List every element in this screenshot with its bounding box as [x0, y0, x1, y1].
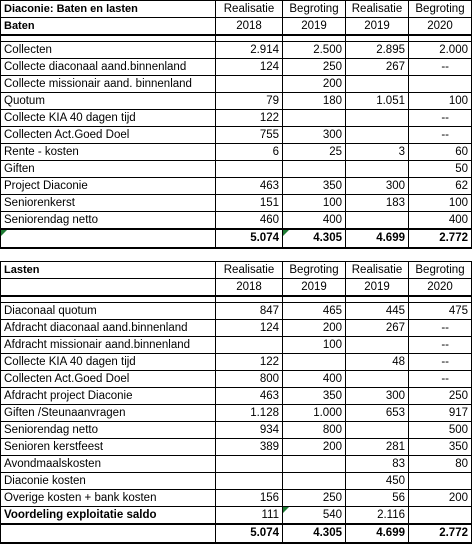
cell[interactable] — [216, 76, 283, 93]
table-row — [1, 490, 472, 507]
cell[interactable] — [409, 76, 472, 93]
total-cell[interactable]: 5.074 — [216, 524, 283, 543]
total-cell[interactable] — [283, 229, 346, 248]
cell[interactable]: 300 — [283, 127, 346, 144]
col-year[interactable]: 2020 — [409, 279, 472, 297]
row-label[interactable]: Afdracht diaconaal aand.binnenland — [1, 320, 216, 337]
table-row — [1, 473, 472, 490]
baten-header-row-2 — [1, 18, 472, 36]
cell[interactable]: 122 — [216, 354, 283, 371]
row-label[interactable]: Seniorendag netto — [1, 422, 216, 439]
row-label[interactable]: Diaconie kosten — [1, 473, 216, 490]
cell[interactable]: 2.914 — [216, 42, 283, 59]
table-row — [1, 144, 472, 161]
cell[interactable] — [1, 279, 216, 297]
col-header-realisatie-2018[interactable]: Realisatie — [216, 1, 283, 18]
table-row — [1, 303, 472, 320]
cell[interactable]: 350 — [283, 388, 346, 405]
cell[interactable] — [346, 337, 409, 354]
row-label[interactable]: Collecten Act.Goed Doel — [1, 371, 216, 388]
baten-table — [0, 0, 472, 249]
cell[interactable]: 180 — [283, 93, 346, 110]
cell[interactable]: 500 — [409, 422, 472, 439]
row-label[interactable]: Seniorenkerst — [1, 195, 216, 212]
cell[interactable]: 389 — [216, 439, 283, 456]
table-row — [1, 439, 472, 456]
cell[interactable] — [346, 127, 409, 144]
cell[interactable]: 111 — [216, 507, 283, 525]
col-year[interactable]: 2018 — [216, 18, 283, 36]
col-header-realisatie-2018[interactable]: Realisatie — [216, 262, 283, 279]
cell[interactable]: 2.116 — [346, 507, 409, 525]
row-label[interactable]: Collecten — [1, 42, 216, 59]
cell[interactable]: 60 — [409, 144, 472, 161]
cell[interactable] — [346, 371, 409, 388]
lasten-total-row — [1, 524, 472, 543]
table-row — [1, 42, 472, 59]
cell[interactable]: 151 — [216, 195, 283, 212]
row-label[interactable]: Collecte missionair aand. binnenland — [1, 76, 216, 93]
cell[interactable]: 250 — [283, 490, 346, 507]
row-label[interactable]: Collecten Act.Goed Doel — [1, 127, 216, 144]
col-header-realisatie-2019[interactable]: Realisatie — [346, 262, 409, 279]
row-label[interactable]: Collecte KIA 40 dagen tijd — [1, 110, 216, 127]
total-cell[interactable]: 5.074 — [216, 229, 283, 248]
lasten-table — [0, 261, 472, 544]
row-label[interactable]: Afdracht missionair aand.binnenland — [1, 337, 216, 354]
cell[interactable]: 400 — [283, 371, 346, 388]
table-row — [1, 456, 472, 473]
cell[interactable]: -- — [409, 59, 472, 76]
cell[interactable]: 183 — [346, 195, 409, 212]
cell[interactable]: 80 — [409, 456, 472, 473]
cell[interactable]: 300 — [346, 178, 409, 195]
row-label[interactable]: Voordeling exploitatie saldo — [1, 507, 216, 525]
cell[interactable]: 250 — [409, 388, 472, 405]
cell[interactable] — [283, 354, 346, 371]
total-cell[interactable]: 2.772 — [409, 524, 472, 543]
cell[interactable]: 62 — [409, 178, 472, 195]
col-year[interactable]: 2020 — [409, 18, 472, 36]
cell[interactable]: 56 — [346, 490, 409, 507]
cell[interactable] — [216, 456, 283, 473]
cell[interactable]: 124 — [216, 320, 283, 337]
cell[interactable]: -- — [409, 354, 472, 371]
table-row — [1, 110, 472, 127]
cell[interactable]: 465 — [283, 303, 346, 320]
table-row — [1, 507, 472, 525]
section-baten[interactable]: Baten — [1, 18, 216, 36]
total-value: 4.305 — [313, 232, 342, 244]
col-year[interactable]: 2019 — [346, 279, 409, 297]
cell[interactable]: -- — [409, 110, 472, 127]
cell[interactable]: 100 — [409, 93, 472, 110]
cell[interactable]: 79 — [216, 93, 283, 110]
cell[interactable]: -- — [409, 371, 472, 388]
cell[interactable] — [283, 507, 346, 525]
col-header-begroting-2020[interactable]: Begroting — [409, 1, 472, 18]
cell[interactable]: 445 — [346, 303, 409, 320]
cell[interactable] — [346, 422, 409, 439]
baten-header-row-1 — [1, 1, 472, 18]
cell[interactable]: 267 — [346, 59, 409, 76]
cell[interactable]: 3 — [346, 144, 409, 161]
cell[interactable]: 934 — [216, 422, 283, 439]
sheet-title[interactable]: Diaconie: Baten en lasten — [1, 1, 216, 18]
cell[interactable] — [216, 161, 283, 178]
cell[interactable]: 156 — [216, 490, 283, 507]
table-row — [1, 371, 472, 388]
cell[interactable] — [283, 110, 346, 127]
cell[interactable]: 450 — [346, 473, 409, 490]
cell[interactable]: 25 — [283, 144, 346, 161]
cell[interactable]: 281 — [346, 439, 409, 456]
col-header-begroting-2019[interactable]: Begroting — [283, 1, 346, 18]
table-row — [1, 337, 472, 354]
cell[interactable] — [346, 161, 409, 178]
cell[interactable] — [346, 76, 409, 93]
row-label[interactable]: Diaconaal quotum — [1, 303, 216, 320]
cell[interactable]: 463 — [216, 388, 283, 405]
col-header-begroting-2019[interactable]: Begroting — [283, 262, 346, 279]
cell[interactable]: 100 — [409, 195, 472, 212]
total-cell[interactable]: 4.699 — [346, 229, 409, 248]
table-row — [1, 178, 472, 195]
cell[interactable]: 200 — [283, 439, 346, 456]
total-label-cell[interactable] — [1, 229, 216, 248]
row-label[interactable]: Seniorendag netto — [1, 212, 216, 230]
cell[interactable]: 475 — [409, 303, 472, 320]
error-marker-icon — [1, 230, 7, 236]
total-cell[interactable]: 4.699 — [346, 524, 409, 543]
cell[interactable]: 400 — [283, 212, 346, 230]
cell[interactable]: 1.000 — [283, 405, 346, 422]
cell[interactable]: 400 — [409, 212, 472, 230]
row-label[interactable]: Quotum — [1, 93, 216, 110]
cell[interactable]: 100 — [283, 195, 346, 212]
col-header-realisatie-2019[interactable]: Realisatie — [346, 1, 409, 18]
total-label-cell[interactable] — [1, 524, 216, 543]
cell[interactable] — [409, 473, 472, 490]
cell[interactable]: 6 — [216, 144, 283, 161]
table-row — [1, 127, 472, 144]
cell[interactable]: 250 — [283, 59, 346, 76]
col-year[interactable]: 2019 — [283, 18, 346, 36]
cell[interactable]: 200 — [409, 490, 472, 507]
cell[interactable]: 300 — [346, 388, 409, 405]
cell[interactable]: 800 — [216, 371, 283, 388]
table-row — [1, 76, 472, 93]
error-marker-icon — [283, 230, 289, 236]
cell[interactable]: 917 — [409, 405, 472, 422]
cell[interactable]: 2.500 — [283, 42, 346, 59]
cell[interactable] — [283, 456, 346, 473]
cell[interactable] — [409, 507, 472, 525]
cell[interactable]: 755 — [216, 127, 283, 144]
col-header-begroting-2020[interactable]: Begroting — [409, 262, 472, 279]
cell[interactable] — [216, 473, 283, 490]
cell[interactable]: 2.895 — [346, 42, 409, 59]
table-row — [1, 161, 472, 178]
lasten-header-row-1 — [1, 262, 472, 279]
cell[interactable]: -- — [409, 127, 472, 144]
table-row — [1, 405, 472, 422]
row-label[interactable]: Overige kosten + bank kosten — [1, 490, 216, 507]
row-label[interactable]: Giften /Steunaanvragen — [1, 405, 216, 422]
error-marker-icon — [283, 507, 289, 513]
cell[interactable]: 350 — [283, 178, 346, 195]
row-label[interactable]: Rente - kosten — [1, 144, 216, 161]
row-label[interactable]: Avondmaalskosten — [1, 456, 216, 473]
cell[interactable] — [216, 337, 283, 354]
cell[interactable] — [346, 212, 409, 230]
section-lasten[interactable]: Lasten — [1, 262, 216, 279]
cell[interactable] — [283, 473, 346, 490]
cell[interactable]: 800 — [283, 422, 346, 439]
cell[interactable]: 653 — [346, 405, 409, 422]
table-row — [1, 354, 472, 371]
table-row — [1, 195, 472, 212]
cell[interactable]: 200 — [283, 76, 346, 93]
cell[interactable]: 2.000 — [409, 42, 472, 59]
col-year[interactable]: 2019 — [346, 18, 409, 36]
cell-value: 540 — [322, 508, 342, 521]
col-year[interactable]: 2019 — [283, 279, 346, 297]
table-row — [1, 93, 472, 110]
row-label[interactable]: Project Diaconie — [1, 178, 216, 195]
cell[interactable]: 100 — [283, 337, 346, 354]
table-row — [1, 212, 472, 230]
table-row — [1, 388, 472, 405]
row-label[interactable]: Collecte diaconaal aand.binnenland — [1, 59, 216, 76]
row-label[interactable]: Senioren kerstfeest — [1, 439, 216, 456]
table-row — [1, 422, 472, 439]
cell[interactable]: 83 — [346, 456, 409, 473]
cell[interactable]: -- — [409, 337, 472, 354]
cell[interactable] — [283, 161, 346, 178]
cell[interactable]: 1.128 — [216, 405, 283, 422]
cell[interactable]: 847 — [216, 303, 283, 320]
baten-total-row — [1, 229, 472, 248]
cell[interactable]: 463 — [216, 178, 283, 195]
col-year[interactable]: 2018 — [216, 279, 283, 297]
cell[interactable]: 350 — [409, 439, 472, 456]
row-label[interactable]: Giften — [1, 161, 216, 178]
cell[interactable]: 200 — [283, 320, 346, 337]
cell[interactable]: 460 — [216, 212, 283, 230]
cell[interactable]: 50 — [409, 161, 472, 178]
cell[interactable]: 122 — [216, 110, 283, 127]
cell[interactable]: -- — [409, 320, 472, 337]
total-cell[interactable]: 4.305 — [283, 524, 346, 543]
table-row — [1, 320, 472, 337]
total-cell[interactable]: 2.772 — [409, 229, 472, 248]
row-label[interactable]: Afdracht project Diaconie — [1, 388, 216, 405]
row-label[interactable]: Collecte KIA 40 dagen tijd — [1, 354, 216, 371]
table-row — [1, 59, 472, 76]
cell[interactable] — [346, 110, 409, 127]
cell[interactable]: 267 — [346, 320, 409, 337]
lasten-header-row-2 — [1, 279, 472, 297]
cell[interactable]: 124 — [216, 59, 283, 76]
cell[interactable]: 48 — [346, 354, 409, 371]
cell[interactable]: 1.051 — [346, 93, 409, 110]
